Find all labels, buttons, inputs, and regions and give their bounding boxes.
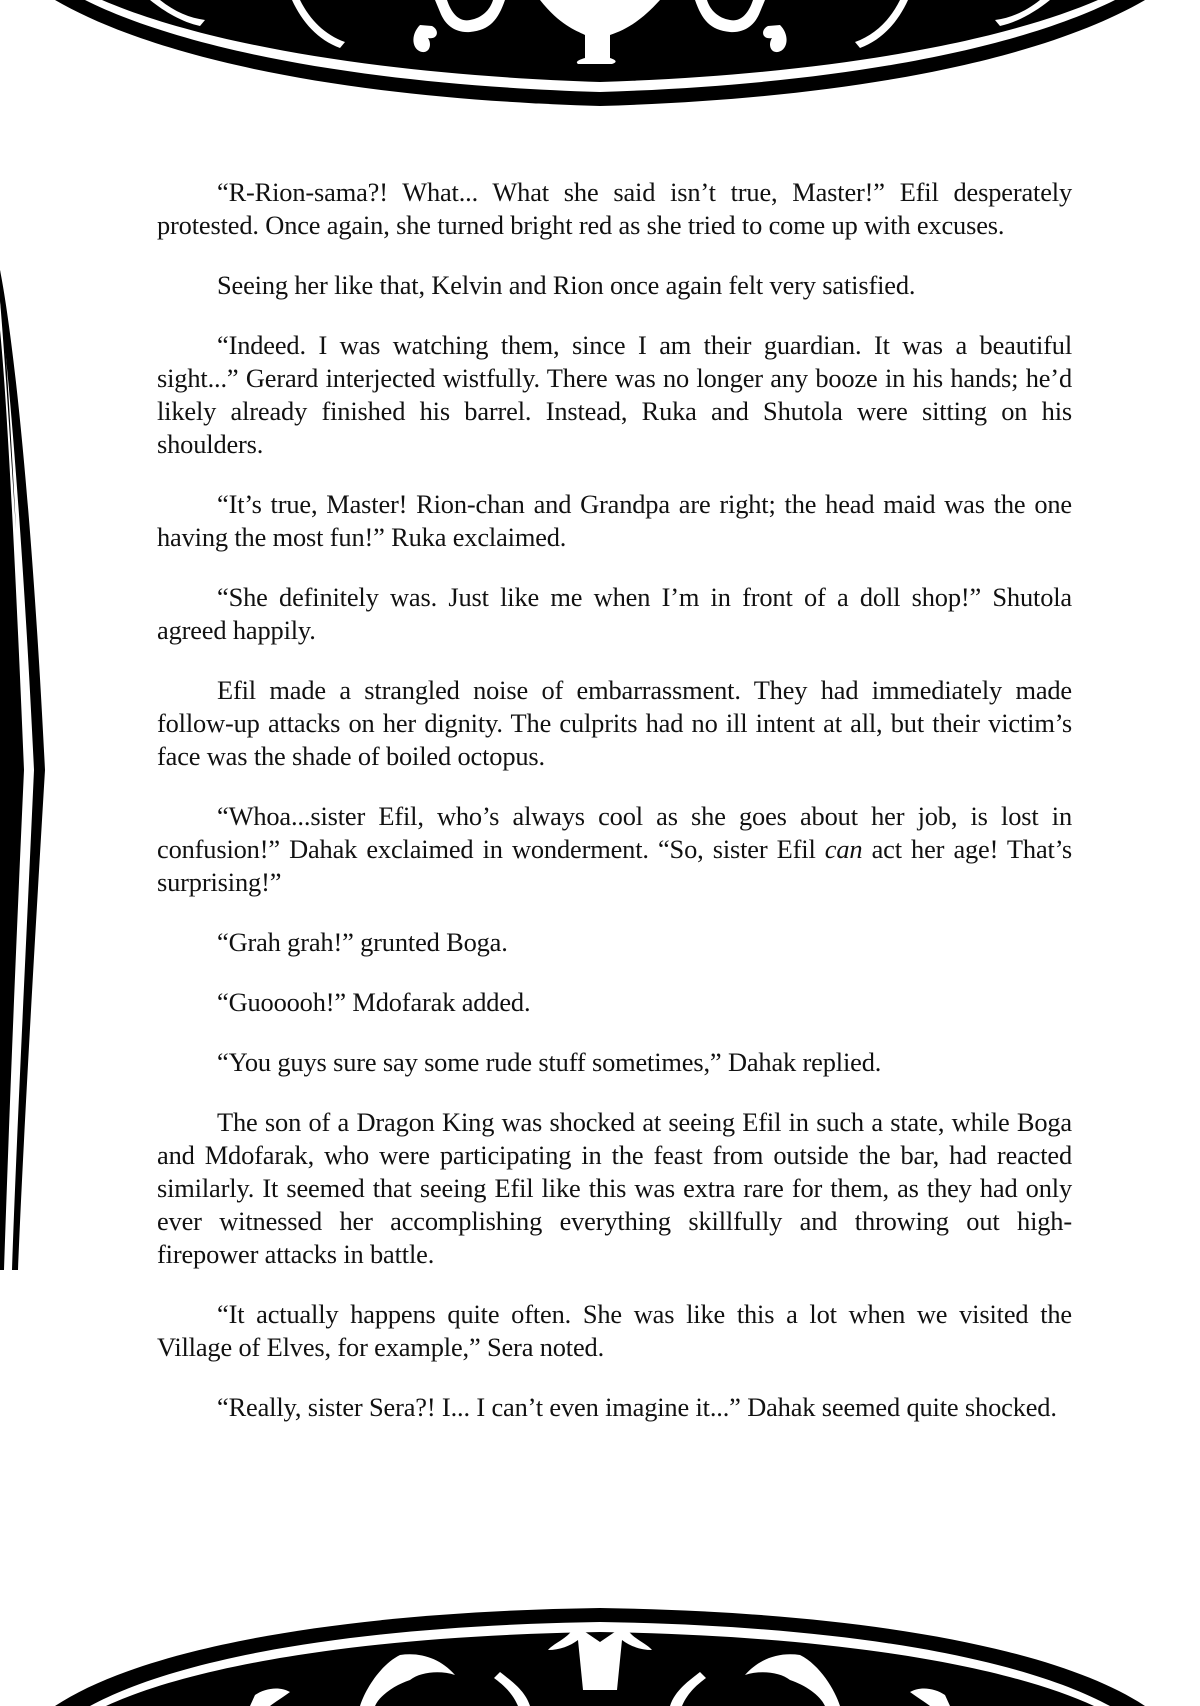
paragraph: The son of a Dragon King was shocked at seeing Efil in such a state, while Boga and Mdofarak, who were participating in the feast from outside the bar, had reacted similarly. It seemed that seeing Efil like this was extra rare for them, as they had only ever witnessed her accomplishing everything skillfully and throwing out high-firepower attacks in battle.: [157, 1107, 1072, 1269]
document-body: [157, 176, 1072, 1451]
paragraph: “Grah grah!” grunted Boga.: [217, 927, 508, 957]
paragraph: “R-Rion-sama?! What... What she said isn’t true, Master!” Efil desperately protested. Once again, she turned bright red as she tried to come up with excuses.: [157, 177, 1072, 240]
emphasis-text: can: [824, 834, 863, 864]
paragraph: “It’s true, Master! Rion-chan and Grandpa are right; the head maid was the one having the most fun!” Ruka exclaimed.: [157, 489, 1072, 552]
paragraph: “It actually happens quite often. She was like this a lot when we visited the Village of Elves, for example,” Sera noted.: [157, 1299, 1072, 1362]
paragraph: Efil made a strangled noise of embarrassment. They had immediately made follow-up attacks on her dignity. The culprits had no ill intent at all, but their victim’s face was the shade of boiled octopus.: [157, 675, 1072, 771]
paragraph: “She definitely was. Just like me when I’m in front of a doll shop!” Shutola agreed happily.: [157, 582, 1072, 645]
paragraph: Seeing her like that, Kelvin and Rion once again felt very satisfied.: [217, 270, 916, 300]
paragraph-text: act her age! That’s surprising!”: [157, 834, 1072, 897]
paragraph: “Indeed. I was watching them, since I am their guardian. It was a beautiful sight...” Gerard interjected wistfully. There was no longer any booze in his hands; he’d likely already finished his barrel. Instead, Ruka and Shutola were sitting on his shoulders.: [157, 330, 1072, 459]
paragraph-text: “Whoa...sister Efil, who’s always cool as she goes about her job, is lost in confusion!” Dahak exclaimed in wonderment. “So, sister Efil: [157, 801, 1072, 864]
paragraph: “You guys sure say some rude stuff sometimes,” Dahak replied.: [217, 1047, 882, 1077]
top-filigree-ornament-icon: [0, 0, 1200, 120]
paragraph: [157, 800, 1072, 899]
bottom-filigree-ornament-icon: [0, 1580, 1200, 1706]
left-edge-arc-ornament-icon: [0, 270, 60, 1270]
paragraph: “Guooooh!” Mdofarak added.: [217, 987, 531, 1017]
paragraph: “Really, sister Sera?! I... I can’t even imagine it...” Dahak seemed quite shocked.: [217, 1392, 1057, 1422]
